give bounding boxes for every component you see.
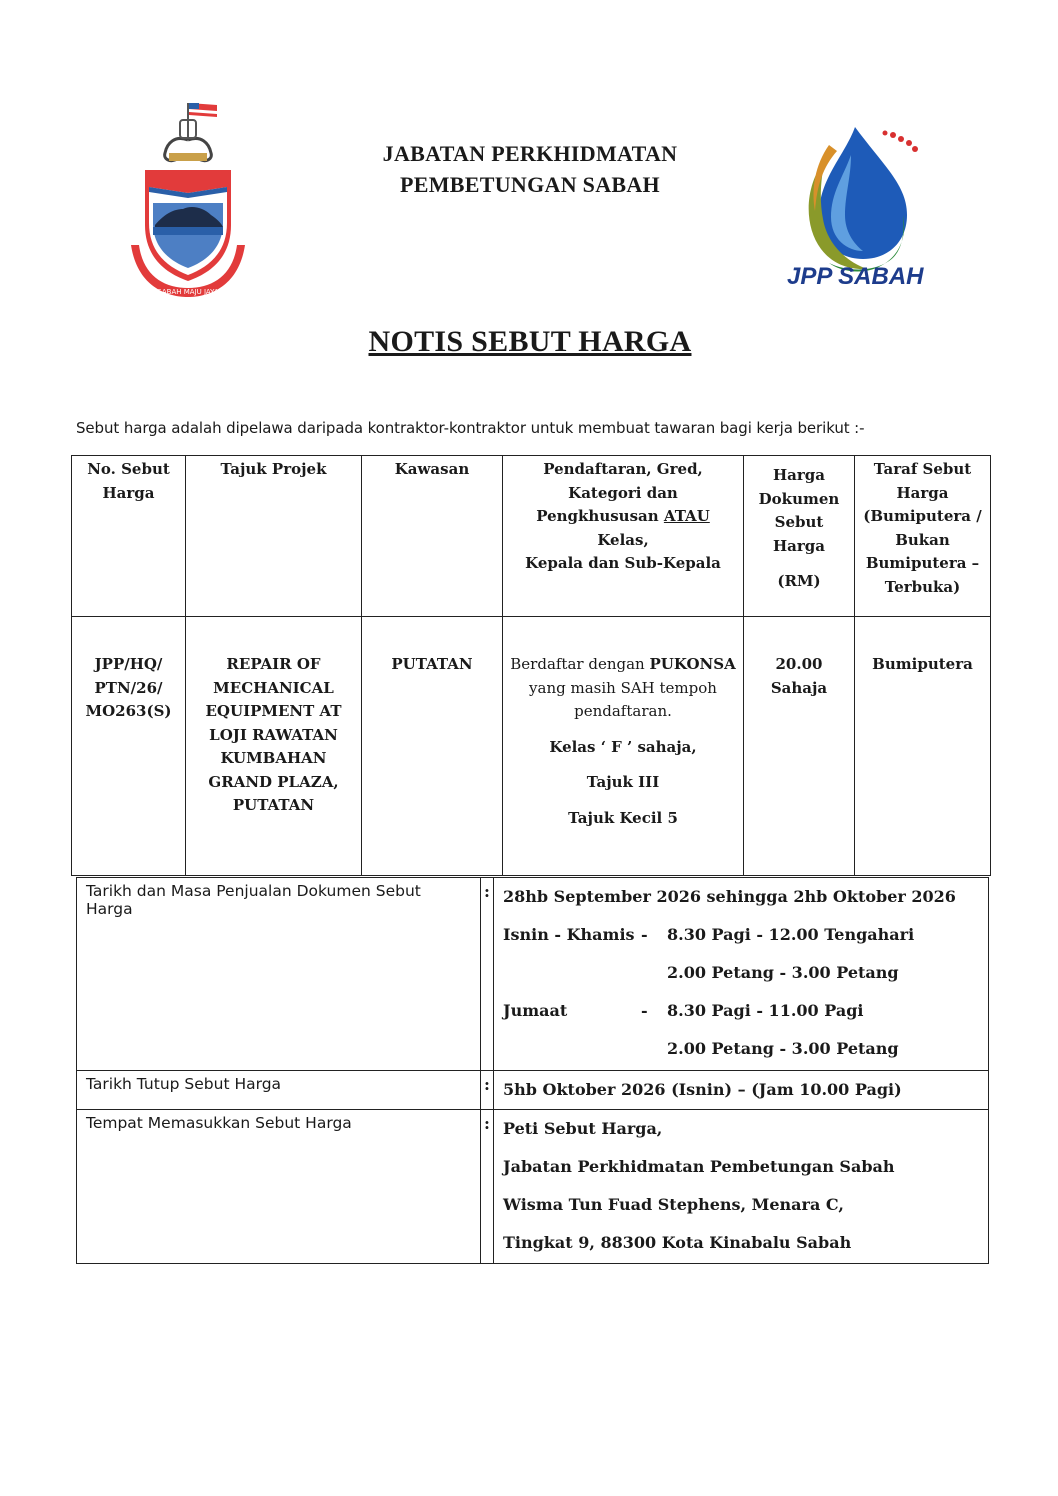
cell-quotation-no bbox=[72, 617, 186, 876]
cell-registration bbox=[503, 617, 744, 876]
header-no-line1: No. Sebut bbox=[87, 460, 170, 478]
colon: : bbox=[481, 878, 494, 1071]
place-label: Tempat Memasukkan Sebut Harga bbox=[77, 1110, 481, 1264]
cell-harga bbox=[744, 617, 855, 876]
place-line2: Jabatan Perkhidmatan Pembetungan Sabah bbox=[503, 1157, 895, 1176]
header-taraf-line1: Taraf Sebut bbox=[873, 460, 972, 478]
quotation-table bbox=[71, 455, 991, 876]
cell-project-title bbox=[186, 617, 362, 876]
quotation-no-line1: JPP/HQ/ bbox=[94, 655, 163, 673]
sale-dates: 28hb September 2026 sehingga 2hb Oktober 2026 bbox=[503, 887, 956, 906]
reg-pukonsa: PUKONSA bbox=[649, 655, 736, 673]
header-no-line2: Harga bbox=[102, 483, 155, 502]
header-taraf-line4: Bukan bbox=[895, 530, 950, 549]
schedule-dash-2: - bbox=[641, 1001, 648, 1020]
reg-text-c: yang masih SAH tempoh pendaftaran. bbox=[529, 678, 717, 720]
jpp-logo-text: JPP SABAH bbox=[787, 263, 924, 290]
header-taraf bbox=[855, 456, 991, 617]
department-name bbox=[330, 138, 730, 200]
schedule-time-1a: 8.30 Pagi - 12.00 Tengahari bbox=[667, 925, 915, 944]
sale-value bbox=[494, 878, 989, 1071]
header-harga-unit: (RM) bbox=[777, 572, 821, 590]
header-reg-line1: Pendaftaran, Gred, bbox=[543, 460, 703, 478]
crest-motto: SABAH MAJU JAYA bbox=[157, 288, 219, 296]
header-no bbox=[72, 456, 186, 617]
schedule-dash-1: - bbox=[641, 925, 648, 944]
schedule-time-2b: 2.00 Petang - 3.00 Petang bbox=[667, 1039, 899, 1058]
close-value: 5hb Oktober 2026 (Isnin) – (Jam 10.00 Pagi) bbox=[494, 1071, 989, 1110]
header-kawasan: Kawasan bbox=[362, 456, 503, 617]
schedule-row-1 bbox=[503, 916, 980, 954]
header-harga bbox=[744, 456, 855, 617]
reg-tajuk: Tajuk III bbox=[586, 773, 660, 791]
cell-kawasan: PUTATAN bbox=[362, 617, 503, 876]
project-line7: PUTATAN bbox=[232, 796, 315, 814]
schedule-time-1b: 2.00 Petang - 3.00 Petang bbox=[667, 963, 899, 982]
colon: : bbox=[481, 1071, 494, 1110]
header-registration bbox=[503, 456, 744, 617]
details-table bbox=[76, 877, 989, 1264]
header-reg-line3a: Pengkhususan bbox=[536, 507, 664, 525]
header-taraf-line2: Harga bbox=[896, 483, 949, 502]
project-line4: LOJI RAWATAN bbox=[209, 725, 338, 744]
header-tajuk: Tajuk Projek bbox=[186, 456, 362, 617]
quotation-no-line2: PTN/26/ bbox=[94, 678, 163, 697]
header-taraf-line3: (Bumiputera / bbox=[863, 507, 982, 525]
header-harga-line2: Dokumen bbox=[758, 489, 840, 508]
quotation-no-line3: MO263(S) bbox=[85, 702, 172, 720]
sabah-crest-logo bbox=[125, 95, 255, 300]
header-harga-line1: Harga bbox=[772, 466, 825, 484]
reg-text-a: Berdaftar dengan bbox=[510, 655, 650, 673]
place-line4: Tingkat 9, 88300 Kota Kinabalu Sabah bbox=[503, 1233, 852, 1252]
table-row bbox=[72, 617, 991, 876]
cell-taraf: Bumiputera bbox=[855, 617, 991, 876]
header-reg-atau: ATAU bbox=[663, 507, 710, 525]
notice-title: NOTIS SEBUT HARGA bbox=[368, 325, 692, 358]
department-name-line1: JABATAN PERKHIDMATAN bbox=[382, 141, 678, 166]
project-line6: GRAND PLAZA, bbox=[208, 772, 339, 791]
registration-requirement bbox=[509, 653, 737, 724]
header-reg-line4: Kepala dan Sub-Kepala bbox=[525, 554, 721, 572]
intro-text: Sebut harga adalah dipelawa daripada kontraktor-kontraktor untuk membuat tawaran bagi kerja berikut :- bbox=[76, 419, 865, 437]
close-label: Tarikh Tutup Sebut Harga bbox=[77, 1071, 481, 1110]
table-row bbox=[77, 1071, 989, 1110]
reg-kelas: Kelas ‘ F ’ sahaja, bbox=[549, 737, 697, 756]
header-taraf-line5: Bumiputera – bbox=[865, 554, 980, 572]
colon: : bbox=[481, 1110, 494, 1264]
schedule-day-1: Isnin - Khamis bbox=[503, 925, 635, 944]
header-reg-line3 bbox=[508, 505, 738, 552]
place-line3: Wisma Tun Fuad Stephens, Menara C, bbox=[503, 1195, 844, 1214]
header-taraf-line6: Terbuka) bbox=[884, 577, 961, 596]
schedule-time-2a: 8.30 Pagi - 11.00 Pagi bbox=[667, 1001, 864, 1020]
department-name-line2: PEMBETUNGAN SABAH bbox=[400, 172, 660, 197]
place-line1: Peti Sebut Harga, bbox=[503, 1119, 663, 1138]
table-row bbox=[77, 1110, 989, 1264]
sale-label: Tarikh dan Masa Penjualan Dokumen Sebut Harga bbox=[77, 878, 481, 1071]
header-reg-line2: Kategori dan bbox=[568, 483, 678, 502]
table-header-row bbox=[72, 456, 991, 617]
schedule-day-2: Jumaat bbox=[503, 1001, 568, 1020]
harga-value: 20.00 bbox=[775, 655, 823, 673]
project-line3: EQUIPMENT AT bbox=[205, 702, 342, 720]
header-harga-line4: Harga bbox=[772, 536, 825, 555]
place-value bbox=[494, 1110, 989, 1264]
table-row bbox=[77, 878, 989, 1071]
reg-tajuk-kecil: Tajuk Kecil 5 bbox=[568, 808, 678, 827]
harga-note: Sahaja bbox=[770, 678, 828, 697]
header-harga-line3: Sebut bbox=[774, 513, 824, 531]
project-line1: REPAIR OF bbox=[226, 655, 321, 673]
header-reg-line3c: Kelas, bbox=[597, 530, 649, 549]
project-line2: MECHANICAL bbox=[213, 678, 334, 697]
project-line5: KUMBAHAN bbox=[220, 749, 327, 767]
schedule-row-2 bbox=[503, 992, 980, 1030]
